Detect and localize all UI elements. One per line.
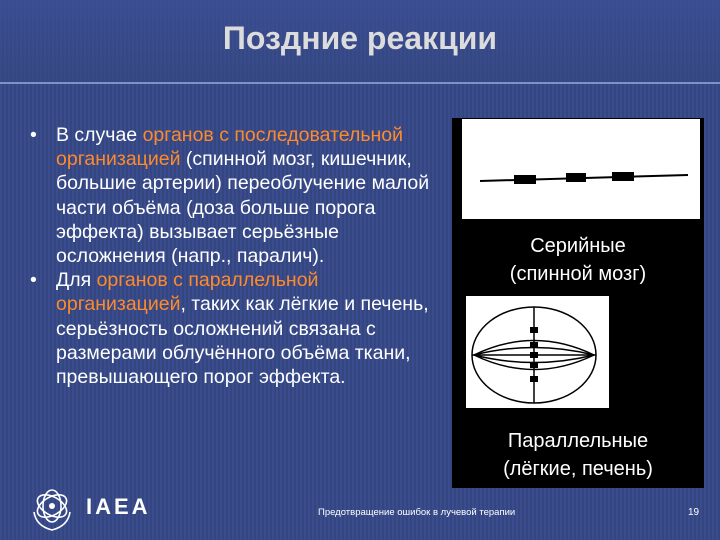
bullet-highlight: органов с параллельной организацией	[56, 269, 319, 316]
parallel-caption-line2: (лёгкие, печень)	[503, 458, 653, 480]
slide-title: Поздние реакции	[222, 20, 498, 56]
bullet-item-parallel	[30, 268, 440, 389]
bullet-item-serial	[30, 123, 440, 268]
bullet-text-post: , таких как лёгкие и печень, серьёзность осложнений связана с размерами облучённого объёма ткани, превышающего порог эффекта.	[56, 293, 429, 389]
title-divider	[0, 82, 720, 84]
parallel-organ-diagram-icon	[466, 296, 609, 408]
page-number: 19	[688, 507, 700, 518]
footer-text: Предотвращение ошибок в лучевой терапии	[318, 507, 516, 518]
bullet-text-post: (спинной мозг, кишечник, большие артерии) переоблучение малой части объёма (доза больше порога эффекта) вызывает серьёзные осложнения (напр., паралич).	[56, 148, 430, 268]
bullet-text-pre: Для	[56, 269, 97, 292]
bullet-dot: •	[30, 124, 37, 146]
bullet-text-pre: В случае	[56, 124, 143, 146]
footer-org: IAEA	[86, 494, 151, 519]
serial-caption-line2: (спинной мозг)	[509, 263, 647, 285]
serial-caption-line1: Серийные	[530, 235, 626, 257]
bullet-dot: •	[30, 269, 37, 292]
serial-organ-diagram-icon	[462, 119, 700, 219]
bullet-highlight: органов с последовательной организацией	[56, 124, 404, 171]
bullet-list	[30, 123, 440, 389]
iaea-logo-icon	[28, 484, 76, 532]
parallel-caption-line1: Параллельные	[507, 430, 649, 452]
